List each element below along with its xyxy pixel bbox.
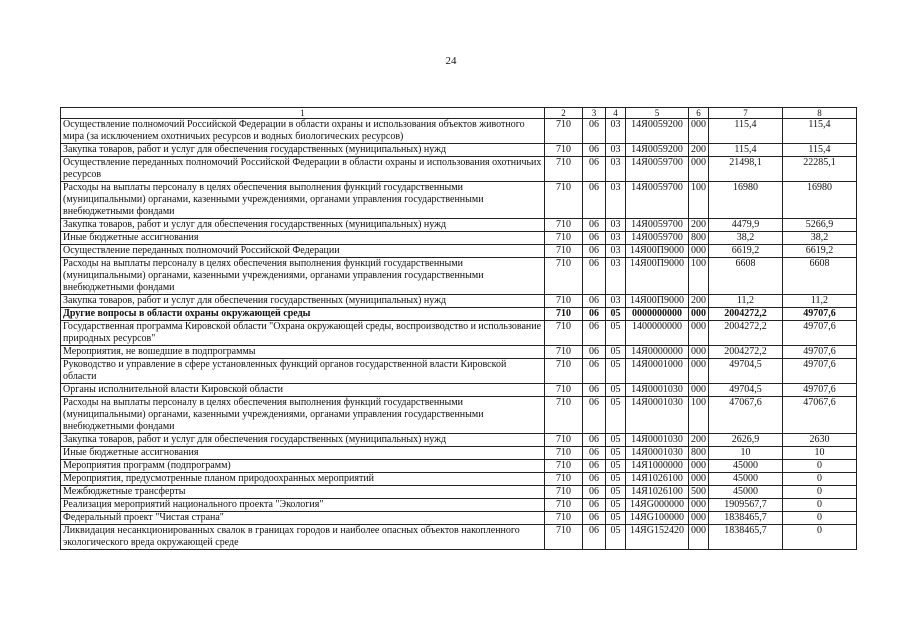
row-grbs-cell: 710 (545, 384, 583, 397)
row-name-cell: Закупка товаров, работ и услуг для обеспечения государственных (муниципальных) нужд (61, 219, 545, 232)
row-subsection-cell: 05 (606, 499, 626, 512)
row-grbs-cell: 710 (545, 157, 583, 182)
table-row (61, 346, 857, 359)
row-expense-type-cell: 200 (689, 295, 709, 308)
row-subsection-cell: 03 (606, 258, 626, 295)
row-amount-2-cell: 47067,6 (783, 397, 857, 434)
row-section-cell: 06 (583, 447, 606, 460)
row-target-item-cell: 0000000000 (626, 308, 689, 321)
row-target-item-cell: 14Я0059200 (626, 144, 689, 157)
row-subsection-cell: 03 (606, 182, 626, 219)
row-name-cell: Государственная программа Кировской области "Охрана окружающей среды, воспроизводство и использование природных ресурсов" (61, 321, 545, 346)
row-amount-1-cell: 21498,1 (709, 157, 783, 182)
row-grbs-cell: 710 (545, 295, 583, 308)
row-expense-type-cell: 000 (689, 308, 709, 321)
row-section-cell: 06 (583, 157, 606, 182)
row-amount-1-cell: 10 (709, 447, 783, 460)
table-row (61, 359, 857, 384)
row-name-cell: Расходы на выплаты персоналу в целях обеспечения выполнения функций государственными (муниципальными) органами, казенными учреждениями, органами управления государственными внебюджетными фондами (61, 258, 545, 295)
row-subsection-cell: 03 (606, 144, 626, 157)
page-number: 24 (445, 55, 457, 67)
row-expense-type-cell: 000 (689, 119, 709, 144)
row-subsection-cell: 05 (606, 397, 626, 434)
row-section-cell: 06 (583, 258, 606, 295)
table-row (61, 447, 857, 460)
row-section-cell: 06 (583, 434, 606, 447)
row-target-item-cell: 14Я00П9000 (626, 245, 689, 258)
row-amount-1-cell: 2004272,2 (709, 346, 783, 359)
row-name-cell: Иные бюджетные ассигнования (61, 232, 545, 245)
row-name-cell: Расходы на выплаты персоналу в целях обеспечения выполнения функций государственными (муниципальными) органами, казенными учреждениями, органами управления государственными внебюджетными фондами (61, 182, 545, 219)
row-grbs-cell: 710 (545, 447, 583, 460)
row-name-cell: Федеральный проект "Чистая страна" (61, 512, 545, 525)
table-header-row (61, 108, 857, 119)
row-subsection-cell: 03 (606, 219, 626, 232)
row-amount-1-cell: 2004272,2 (709, 308, 783, 321)
table-row (61, 473, 857, 486)
row-expense-type-cell: 000 (689, 321, 709, 346)
table-row (61, 258, 857, 295)
row-amount-2-cell: 6608 (783, 258, 857, 295)
column-header: 2 (545, 108, 583, 119)
row-amount-1-cell: 115,4 (709, 144, 783, 157)
column-header: 1 (61, 108, 545, 119)
row-subsection-cell: 03 (606, 119, 626, 144)
table-row (61, 219, 857, 232)
row-amount-2-cell: 0 (783, 525, 857, 550)
row-name-cell: Иные бюджетные ассигнования (61, 447, 545, 460)
table-row (61, 384, 857, 397)
row-name-cell: Мероприятия, предусмотренные планом природоохранных мероприятий (61, 473, 545, 486)
row-expense-type-cell: 000 (689, 473, 709, 486)
row-section-cell: 06 (583, 397, 606, 434)
row-subsection-cell: 05 (606, 434, 626, 447)
table-row (61, 308, 857, 321)
row-name-cell: Органы исполнительной власти Кировской области (61, 384, 545, 397)
row-section-cell: 06 (583, 245, 606, 258)
row-subsection-cell: 05 (606, 473, 626, 486)
row-amount-2-cell: 16980 (783, 182, 857, 219)
row-target-item-cell: 14Я0001030 (626, 447, 689, 460)
row-name-cell: Осуществление переданных полномочий Российской Федерации (61, 245, 545, 258)
row-expense-type-cell: 000 (689, 499, 709, 512)
row-target-item-cell: 14Я0059700 (626, 157, 689, 182)
row-section-cell: 06 (583, 499, 606, 512)
row-section-cell: 06 (583, 219, 606, 232)
row-amount-2-cell: 0 (783, 512, 857, 525)
table-row (61, 434, 857, 447)
row-target-item-cell: 14Я0059700 (626, 219, 689, 232)
row-expense-type-cell: 500 (689, 486, 709, 499)
row-target-item-cell: 14ЯG000000 (626, 499, 689, 512)
row-subsection-cell: 03 (606, 245, 626, 258)
column-header: 5 (626, 108, 689, 119)
row-target-item-cell: 14Я0001030 (626, 397, 689, 434)
row-target-item-cell: 14Я0059200 (626, 119, 689, 144)
row-expense-type-cell: 100 (689, 182, 709, 219)
row-amount-1-cell: 4479,9 (709, 219, 783, 232)
row-amount-2-cell: 11,2 (783, 295, 857, 308)
row-section-cell: 06 (583, 525, 606, 550)
row-name-cell: Мероприятия, не вошедшие в подпрограммы (61, 346, 545, 359)
row-expense-type-cell: 800 (689, 232, 709, 245)
row-amount-2-cell: 22285,1 (783, 157, 857, 182)
row-section-cell: 06 (583, 232, 606, 245)
row-name-cell: Ликвидация несанкционированных свалок в границах городов и наиболее опасных объектов накопленного экологического вреда окружающей среде (61, 525, 545, 550)
row-subsection-cell: 03 (606, 232, 626, 245)
row-target-item-cell: 14Я0001000 (626, 359, 689, 384)
row-grbs-cell: 710 (545, 321, 583, 346)
row-grbs-cell: 710 (545, 245, 583, 258)
column-header: 6 (689, 108, 709, 119)
row-amount-1-cell: 6608 (709, 258, 783, 295)
row-expense-type-cell: 000 (689, 525, 709, 550)
row-target-item-cell: 14ЯG152420 (626, 525, 689, 550)
row-subsection-cell: 05 (606, 460, 626, 473)
column-header: 4 (606, 108, 626, 119)
table-row (61, 321, 857, 346)
row-name-cell: Руководство и управление в сфере установленных функций органов государственной власти Кировской области (61, 359, 545, 384)
row-expense-type-cell: 100 (689, 397, 709, 434)
row-amount-1-cell: 47067,6 (709, 397, 783, 434)
row-expense-type-cell: 000 (689, 460, 709, 473)
row-subsection-cell: 05 (606, 384, 626, 397)
row-subsection-cell: 03 (606, 295, 626, 308)
row-amount-1-cell: 2626,9 (709, 434, 783, 447)
row-grbs-cell: 710 (545, 144, 583, 157)
row-target-item-cell: 1400000000 (626, 321, 689, 346)
table-row (61, 499, 857, 512)
row-amount-2-cell: 2630 (783, 434, 857, 447)
row-name-cell: Осуществление переданных полномочий Российской Федерации в области охраны и использования охотничьих ресурсов (61, 157, 545, 182)
row-name-cell: Другие вопросы в области охраны окружающей среды (61, 308, 545, 321)
row-target-item-cell: 14Я0059700 (626, 232, 689, 245)
budget-table (60, 107, 857, 550)
row-section-cell: 06 (583, 512, 606, 525)
row-amount-1-cell: 2004272,2 (709, 321, 783, 346)
row-subsection-cell: 03 (606, 157, 626, 182)
column-header: 8 (783, 108, 857, 119)
row-amount-2-cell: 49707,6 (783, 346, 857, 359)
row-subsection-cell: 05 (606, 308, 626, 321)
row-amount-1-cell: 38,2 (709, 232, 783, 245)
row-subsection-cell: 05 (606, 321, 626, 346)
row-subsection-cell: 05 (606, 359, 626, 384)
table-row (61, 397, 857, 434)
row-target-item-cell: 14Я1000000 (626, 460, 689, 473)
row-amount-2-cell: 115,4 (783, 144, 857, 157)
row-amount-2-cell: 0 (783, 486, 857, 499)
table-body (61, 119, 857, 550)
row-amount-2-cell: 5266,9 (783, 219, 857, 232)
table-row (61, 525, 857, 550)
row-amount-1-cell: 1838465,7 (709, 512, 783, 525)
row-grbs-cell: 710 (545, 219, 583, 232)
row-amount-2-cell: 10 (783, 447, 857, 460)
row-amount-2-cell: 0 (783, 473, 857, 486)
table-row (61, 144, 857, 157)
row-grbs-cell: 710 (545, 359, 583, 384)
row-grbs-cell: 710 (545, 182, 583, 219)
table-row (61, 119, 857, 144)
row-expense-type-cell: 000 (689, 346, 709, 359)
row-expense-type-cell: 000 (689, 245, 709, 258)
row-section-cell: 06 (583, 460, 606, 473)
row-grbs-cell: 710 (545, 232, 583, 245)
row-grbs-cell: 710 (545, 512, 583, 525)
row-amount-1-cell: 16980 (709, 182, 783, 219)
row-expense-type-cell: 100 (689, 258, 709, 295)
row-expense-type-cell: 000 (689, 384, 709, 397)
row-subsection-cell: 05 (606, 346, 626, 359)
row-target-item-cell: 14Я0001030 (626, 384, 689, 397)
row-amount-1-cell: 49704,5 (709, 384, 783, 397)
row-amount-2-cell: 49707,6 (783, 321, 857, 346)
table-row (61, 486, 857, 499)
row-amount-2-cell: 6619,2 (783, 245, 857, 258)
row-target-item-cell: 14Я0059700 (626, 182, 689, 219)
row-grbs-cell: 710 (545, 308, 583, 321)
row-amount-1-cell: 45000 (709, 486, 783, 499)
row-target-item-cell: 14Я00П9000 (626, 295, 689, 308)
row-grbs-cell: 710 (545, 460, 583, 473)
row-grbs-cell: 710 (545, 473, 583, 486)
row-name-cell: Закупка товаров, работ и услуг для обеспечения государственных (муниципальных) нужд (61, 144, 545, 157)
row-target-item-cell: 14Я0000000 (626, 346, 689, 359)
row-expense-type-cell: 200 (689, 434, 709, 447)
row-expense-type-cell: 200 (689, 219, 709, 232)
row-amount-2-cell: 0 (783, 499, 857, 512)
row-amount-1-cell: 115,4 (709, 119, 783, 144)
row-amount-1-cell: 6619,2 (709, 245, 783, 258)
table-row (61, 182, 857, 219)
row-amount-1-cell: 1838465,7 (709, 525, 783, 550)
row-expense-type-cell: 200 (689, 144, 709, 157)
row-expense-type-cell: 000 (689, 157, 709, 182)
row-section-cell: 06 (583, 321, 606, 346)
row-name-cell: Межбюджетные трансферты (61, 486, 545, 499)
row-amount-1-cell: 11,2 (709, 295, 783, 308)
row-section-cell: 06 (583, 182, 606, 219)
row-name-cell: Реализация мероприятий национального проекта "Экология" (61, 499, 545, 512)
row-section-cell: 06 (583, 295, 606, 308)
row-target-item-cell: 14Я1026100 (626, 486, 689, 499)
row-amount-2-cell: 115,4 (783, 119, 857, 144)
row-amount-2-cell: 0 (783, 460, 857, 473)
row-grbs-cell: 710 (545, 434, 583, 447)
row-name-cell: Расходы на выплаты персоналу в целях обеспечения выполнения функций государственными (муниципальными) органами, казенными учреждениями, органами управления государственными внебюджетными фондами (61, 397, 545, 434)
row-amount-2-cell: 49707,6 (783, 384, 857, 397)
row-grbs-cell: 710 (545, 119, 583, 144)
column-header: 7 (709, 108, 783, 119)
row-name-cell: Закупка товаров, работ и услуг для обеспечения государственных (муниципальных) нужд (61, 295, 545, 308)
row-name-cell: Закупка товаров, работ и услуг для обеспечения государственных (муниципальных) нужд (61, 434, 545, 447)
row-target-item-cell: 14ЯG100000 (626, 512, 689, 525)
row-grbs-cell: 710 (545, 397, 583, 434)
table-row (61, 512, 857, 525)
row-grbs-cell: 710 (545, 346, 583, 359)
row-expense-type-cell: 800 (689, 447, 709, 460)
column-header: 3 (583, 108, 606, 119)
row-grbs-cell: 710 (545, 486, 583, 499)
row-subsection-cell: 05 (606, 525, 626, 550)
row-amount-1-cell: 1909567,7 (709, 499, 783, 512)
row-section-cell: 06 (583, 119, 606, 144)
row-section-cell: 06 (583, 346, 606, 359)
row-grbs-cell: 710 (545, 525, 583, 550)
row-name-cell: Мероприятия программ (подпрограмм) (61, 460, 545, 473)
row-section-cell: 06 (583, 308, 606, 321)
row-section-cell: 06 (583, 144, 606, 157)
row-amount-1-cell: 49704,5 (709, 359, 783, 384)
row-target-item-cell: 14Я1026100 (626, 473, 689, 486)
row-target-item-cell: 14Я0001030 (626, 434, 689, 447)
row-grbs-cell: 710 (545, 499, 583, 512)
row-amount-1-cell: 45000 (709, 473, 783, 486)
table-row (61, 295, 857, 308)
row-section-cell: 06 (583, 359, 606, 384)
row-amount-1-cell: 45000 (709, 460, 783, 473)
row-section-cell: 06 (583, 384, 606, 397)
row-section-cell: 06 (583, 486, 606, 499)
row-name-cell: Осуществление полномочий Российской Федерации в области охраны и использования объектов животного мира (за исключением охотничьих ресурсов и водных биологических ресурсов) (61, 119, 545, 144)
row-amount-2-cell: 49707,6 (783, 308, 857, 321)
table-row (61, 245, 857, 258)
row-amount-2-cell: 38,2 (783, 232, 857, 245)
row-subsection-cell: 05 (606, 486, 626, 499)
row-amount-2-cell: 49707,6 (783, 359, 857, 384)
row-expense-type-cell: 000 (689, 512, 709, 525)
row-subsection-cell: 05 (606, 512, 626, 525)
row-grbs-cell: 710 (545, 258, 583, 295)
table-row (61, 232, 857, 245)
row-expense-type-cell: 000 (689, 359, 709, 384)
row-subsection-cell: 05 (606, 447, 626, 460)
row-section-cell: 06 (583, 473, 606, 486)
table-row (61, 157, 857, 182)
row-target-item-cell: 14Я00П9000 (626, 258, 689, 295)
table-row (61, 460, 857, 473)
